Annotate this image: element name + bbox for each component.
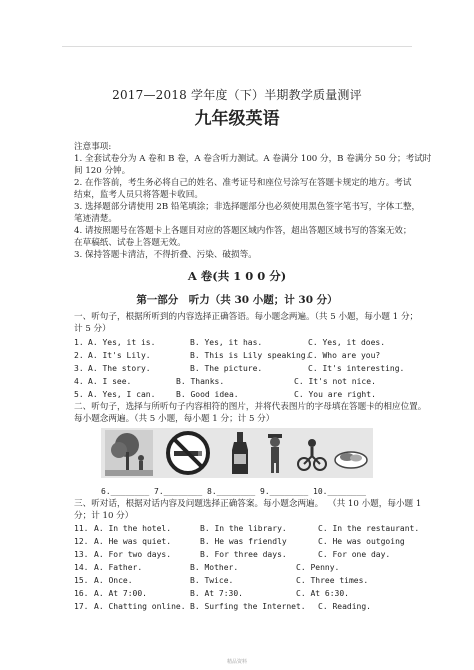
- notes-line: 结束，监考人员只将答题卡收回。: [74, 190, 203, 200]
- option-a: A. I see.: [88, 377, 132, 386]
- wine-bottle-picture: [225, 430, 255, 476]
- option-b: B. Good idea.: [176, 390, 239, 399]
- option-b: B. The picture.: [190, 364, 263, 373]
- question-number: 17.: [74, 602, 89, 611]
- option-c: C. At 6:30.: [296, 589, 349, 598]
- listening1-instruction: 计 5 分）: [74, 324, 111, 334]
- blank-number: 6.: [101, 487, 111, 496]
- answer-blank-10[interactable]: [313, 486, 366, 498]
- option-b: B. At 7:30.: [190, 589, 243, 598]
- blank-number: 8.: [207, 487, 217, 496]
- option-a: A. Yes, it is.: [88, 338, 156, 347]
- notes-line: 4. 请按照题号在答题卡上各题目对应的答题区域内作答，超出答题区域书写的答案无效；: [74, 226, 412, 236]
- option-b: B. Thanks.: [176, 377, 225, 386]
- cyclist-picture: [297, 430, 327, 476]
- option-c: C. Reading.: [318, 602, 371, 611]
- no-smoking-sign: [165, 430, 211, 476]
- listening3-instruction-right: （共 10 小题，每小题 1: [328, 499, 422, 509]
- blank-line: ________: [327, 487, 366, 496]
- notes-line: 在草稿纸、试卷上答题无效。: [74, 238, 186, 248]
- person-picture: [263, 430, 287, 476]
- question-number: 14.: [74, 563, 89, 572]
- blank-number: 9.: [260, 487, 270, 496]
- listening2-instruction: 每小题念两遍。（共 5 小题，每小题 1 分；计 5 分）: [74, 414, 275, 424]
- blank-number: 7.: [154, 487, 164, 496]
- option-a: A. At 7:00.: [94, 589, 147, 598]
- option-a: A. Yes, I can.: [88, 390, 156, 399]
- option-a: A. For two days.: [94, 550, 172, 559]
- answer-blank-7[interactable]: [154, 486, 202, 498]
- question-number: 16.: [74, 589, 89, 598]
- question-number: 15.: [74, 576, 89, 585]
- option-a: A. It's Lily.: [88, 351, 151, 360]
- question-number: 2.: [74, 351, 84, 360]
- option-c: C. In the restaurant.: [318, 524, 420, 533]
- blank-line: ________: [269, 487, 309, 496]
- notes-line: 笔迹清楚。: [74, 214, 117, 224]
- notes-line: 3. 保持答题卡清洁，不得折叠、污染、破损等。: [74, 250, 257, 260]
- option-b: B. He was friendly: [200, 537, 287, 546]
- option-b: B. Yes, it has.: [190, 338, 263, 347]
- listening1-instruction: 一、听句子，根据所听到的内容选择正确答语。每小题念两遍。（共 5 小题，每小题 1 分；: [74, 312, 419, 322]
- question-number: 4.: [74, 377, 84, 386]
- option-c: C. Three times.: [296, 576, 369, 585]
- option-c: C. It's not nice.: [294, 377, 376, 386]
- picture-strip: [101, 428, 373, 478]
- header-rule: [62, 46, 412, 47]
- subject-title: 九年级英语: [194, 109, 280, 129]
- tree-picture: [105, 430, 153, 476]
- option-b: B. Twice.: [190, 576, 234, 585]
- option-b: B. Mother.: [190, 563, 239, 572]
- notes-line: 1. 全套试卷分为 A 卷和 B 卷，A 卷含听力测试。A 卷满分 100 分，B 卷满分 50 分；考试时: [74, 154, 432, 164]
- exam-title: 2017—2018 学年度（下）半期教学质量测评: [112, 88, 362, 102]
- listening2-instruction: 二、听句子，选择与所听句子内容相符的图片，并将代表图片的字母填在答题卡的相应位置。: [74, 402, 427, 412]
- question-number: 11.: [74, 524, 89, 533]
- question-row: [74, 337, 84, 349]
- option-c: C. He was outgoing: [318, 537, 405, 546]
- question-number: 13.: [74, 550, 89, 559]
- notes-line: 间 120 分钟。: [74, 166, 131, 176]
- blank-line: ________: [216, 487, 256, 496]
- part-one-title: 第一部分 听力（共 30 小题；计 30 分）: [136, 294, 338, 306]
- listening3-instruction: 分；计 10 分）: [74, 511, 134, 521]
- answer-blank-8[interactable]: [207, 486, 255, 498]
- listening3-instruction: 三、听对话，根据对话内容及问题选择正确答案。每小题念两遍。: [74, 499, 324, 509]
- question-number: 12.: [74, 537, 89, 546]
- option-b: B. Surfing the Internet.: [190, 602, 306, 611]
- question-number: 1.: [74, 338, 84, 347]
- notes-line: 2. 在作答前，考生务必将自己的姓名、准考证号和座位号涂写在答题卡规定的地方。考试: [74, 178, 412, 188]
- section-a-title: A 卷(共 1 0 0 分): [187, 269, 287, 283]
- notes-line: 3. 选择题部分请使用 2B 铅笔填涂；非选择题部分也必须使用黑色签字笔书写，字体工整，: [74, 202, 421, 212]
- question-number: 5.: [74, 390, 84, 399]
- option-c: C. You are right.: [294, 390, 376, 399]
- option-a: A. Father.: [94, 563, 143, 572]
- answer-blank-6[interactable]: [101, 486, 149, 498]
- option-b: B. This is Lily speaking.: [190, 351, 311, 360]
- option-a: A. In the hotel.: [94, 524, 172, 533]
- page-footer: 精品资料: [226, 659, 247, 665]
- option-c: C. It's interesting.: [308, 364, 405, 373]
- option-c: C. Who are you?: [308, 351, 381, 360]
- option-a: A. Once.: [94, 576, 133, 585]
- option-b: B. In the library.: [200, 524, 287, 533]
- answer-blank-9[interactable]: [260, 486, 308, 498]
- option-a: A. Chatting online.: [94, 602, 186, 611]
- option-c: C. For one day.: [318, 550, 391, 559]
- option-a: A. The story.: [88, 364, 151, 373]
- blank-number: 10.: [313, 487, 328, 496]
- option-c: C. Yes, it does.: [308, 338, 386, 347]
- option-a: A. He was quiet.: [94, 537, 172, 546]
- question-number: 3.: [74, 364, 84, 373]
- blank-line: ________: [110, 487, 150, 496]
- option-b: B. For three days.: [200, 550, 287, 559]
- notes-heading: 注意事项:: [74, 142, 112, 152]
- food-plate-picture: [333, 430, 369, 476]
- blank-line: ________: [163, 487, 203, 496]
- option-c: C. Penny.: [296, 563, 340, 572]
